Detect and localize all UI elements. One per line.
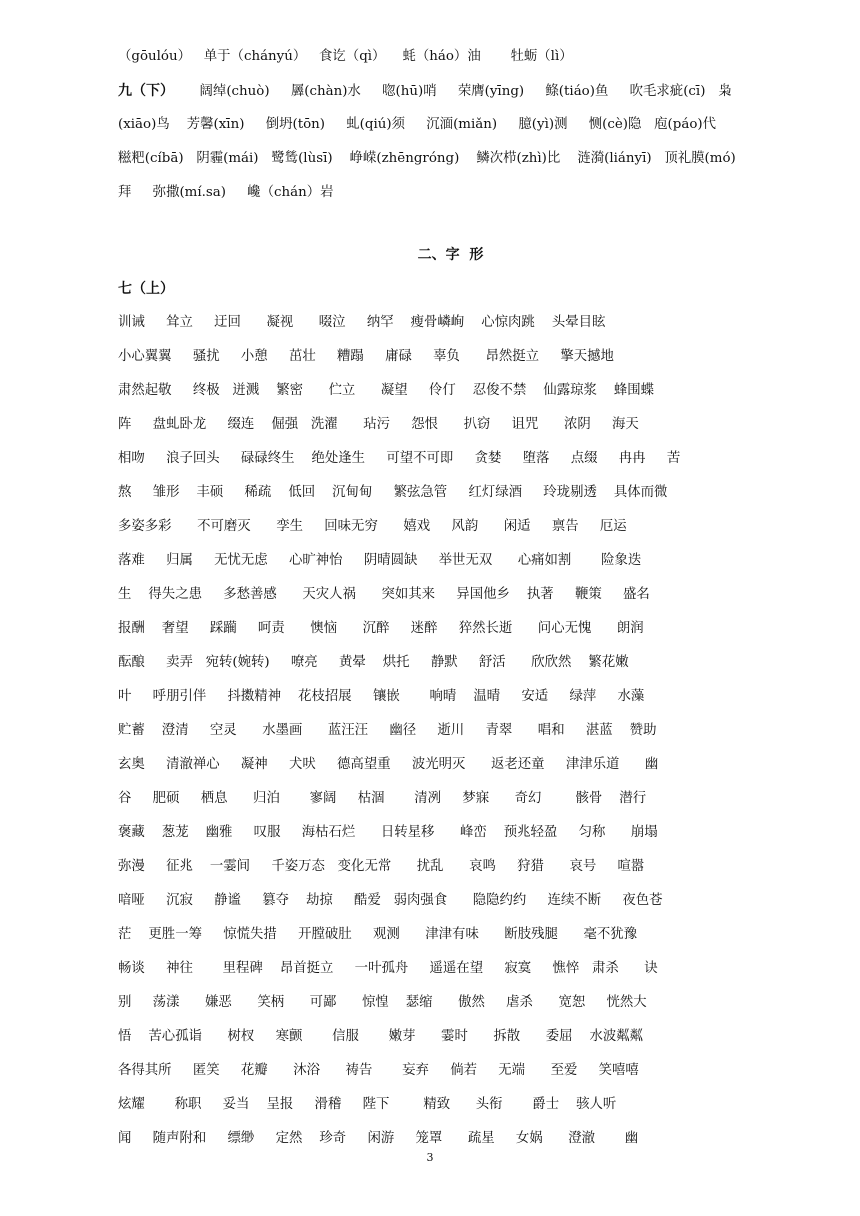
pinyin-line-1: （gōulóu） 单于（chányú） 食讫（qì） 蚝（háo）油 牡蛎（lì） (118, 49, 573, 64)
word-line: 闻 随声附和 缥缈 定然 珍奇 闲游 笼罩 疏星 女娲 澄澈 幽 (118, 1131, 639, 1146)
word-line: 炫耀 称职 妥当 呈报 滑稽 陛下 精致 头衔 爵士 骇人听 (118, 1097, 617, 1112)
word-line: 畅谈 神往 里程碑 昂首挺立 一叶孤舟 遥遥在望 寂寞 憔悴 肃杀 诀 (118, 961, 658, 976)
section-title-zixing: 二、字 形 (417, 247, 484, 263)
pinyin-line-5: 拜 弥撒(mí.sa) 巉（chán）岩 (118, 185, 334, 200)
pinyin-line-4: 糍粑(cíbā) 阴霾(mái) 鹭鸶(lùsī) 峥嵘(zhēngróng) 鳞次栉(zhì)比 涟漪(liányī) 顶礼膜(mó) (118, 151, 736, 166)
word-line: 肃然起敬 终极 迸溅 繁密 伫立 凝望 伶仃 忍俊不禁 仙露琼浆 蜂围蝶 (118, 383, 655, 398)
page-number: 3 (426, 1151, 434, 1164)
word-line: 悟 苦心孤诣 树杈 寒颤 信服 嫩芽 霎时 拆散 委屈 水波粼粼 (118, 1029, 644, 1044)
word-line: 多姿多彩 不可磨灭 孪生 回味无穷 嬉戏 风韵 闲适 禀告 厄运 (118, 519, 627, 534)
pinyin-line-2 (118, 74, 783, 108)
word-line: 别 荡漾 嫌恶 笑柄 可鄙 惊惶 瑟缩 傲然 虐杀 宽恕 恍然大 (118, 995, 647, 1010)
word-line: 小心翼翼 骚扰 小憩 茁壮 糟蹋 庸碌 辜负 昂然挺立 擎天撼地 (118, 349, 614, 364)
grade9-label: 九（下） (118, 83, 174, 99)
document-page (118, 40, 783, 1156)
pinyin-line-2-rest: 阔绰(chuò) 羼(chàn)水 唿(hū)哨 荣膺(yīng) 鲦(tiáo)鱼 吹毛求疵(cī) 枭 (174, 84, 732, 99)
word-line: 谷 肥硕 栖息 归泊 寥阔 枯涸 清冽 梦寐 奇幻 骸骨 潜行 (118, 791, 647, 806)
word-line: 相吻 浪子回头 碌碌终生 绝处逢生 可望不可即 贪婪 堕落 点缀 冉冉 苦 (118, 451, 681, 466)
word-line: 阵 盘虬卧龙 缀连 倔强 洗濯 玷污 怨恨 扒窃 诅咒 浓阴 海天 (118, 417, 639, 432)
word-line: 各得其所 匿笑 花瓣 沐浴 祷告 妄弃 倘若 无端 至爱 笑嘻嘻 (118, 1063, 639, 1078)
word-line: 弥漫 征兆 一霎间 千姿万态 变化无常 扰乱 哀鸣 狩猎 哀号 喧嚣 (118, 859, 645, 874)
word-line: 报酬 奢望 踩躏 呵责 懊恼 沉醉 迷醉 猝然长逝 问心无愧 朗润 (118, 621, 644, 636)
word-line: 玄奥 清澈禅心 凝神 犬吠 德高望重 波光明灭 返老还童 津津乐道 幽 (118, 757, 659, 772)
word-line: 喑哑 沉寂 静谧 篡夺 劫掠 酷爱 弱肉强食 隐隐约约 连续不断 夜色苍 (118, 893, 663, 908)
word-line: 生 得失之患 多愁善感 天灾人祸 突如其来 异国他乡 执著 鞭策 盛名 (118, 587, 650, 602)
word-line: 叶 呼朋引伴 抖擞精神 花枝招展 镶嵌 响晴 温晴 安适 绿萍 水藻 (118, 689, 645, 704)
pinyin-line-3: (xiāo)鸟 芳馨(xīn) 倒坍(tōn) 虬(qiú)须 沉湎(miǎn) 臆(yì)测 恻(cè)隐 庖(páo)代 (118, 117, 717, 132)
word-line: 落难 归属 无忧无虑 心旷神怡 阴晴圆缺 举世无双 心痛如割 险象迭 (118, 553, 642, 568)
word-line: 褒藏 葱茏 幽雅 叹服 海枯石烂 日转星移 峰峦 预兆轻盈 匀称 崩塌 (118, 825, 658, 840)
grade7-label: 七（上） (118, 281, 174, 297)
word-line: 酝酿 卖弄 宛转(婉转) 嘹亮 黄晕 烘托 静默 舒活 欣欣然 繁花嫩 (118, 655, 629, 670)
word-line: 贮蓄 澄清 空灵 水墨画 蓝汪汪 幽径 逝川 青翠 唱和 湛蓝 赞助 (118, 723, 657, 738)
word-line: 熬 雏形 丰硕 稀疏 低回 沉甸甸 繁弦急管 红灯绿酒 玲珑剔透 具体而微 (118, 485, 668, 500)
word-line: 茫 更胜一筹 惊慌失措 开膛破肚 观测 津津有味 断肢残腿 毫不犹豫 (118, 927, 638, 942)
word-line: 训诫 耸立 迂回 凝视 啜泣 纳罕 瘦骨嶙峋 心惊肉跳 头晕目眩 (118, 315, 606, 330)
